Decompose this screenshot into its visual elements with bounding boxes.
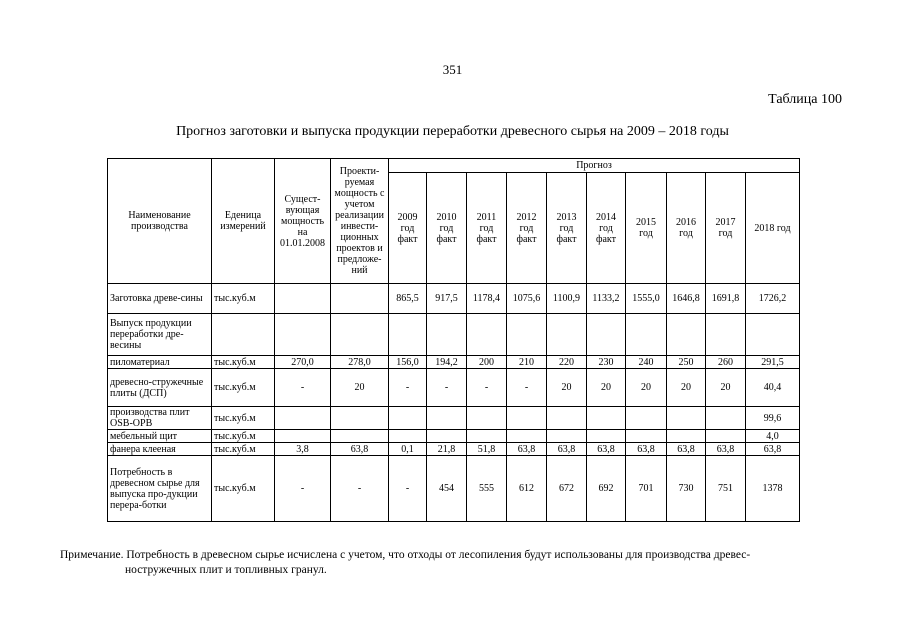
value-cell: 240 [626, 356, 667, 369]
value-cell [507, 430, 547, 443]
unit-cell: тыс.куб.м [212, 356, 275, 369]
header-year: 2013 год факт [547, 173, 587, 284]
value-cell: 917,5 [427, 284, 467, 314]
value-cell: 270,0 [275, 356, 331, 369]
value-cell: 260 [706, 356, 746, 369]
value-cell: 20 [626, 369, 667, 407]
value-cell: 1726,2 [746, 284, 800, 314]
value-cell: 230 [587, 356, 626, 369]
value-cell [427, 314, 467, 356]
unit-cell: тыс.куб.м [212, 443, 275, 456]
value-cell: 63,8 [706, 443, 746, 456]
value-cell [389, 430, 427, 443]
value-cell [275, 430, 331, 443]
value-cell [331, 407, 389, 430]
value-cell [706, 430, 746, 443]
table-row [108, 443, 800, 456]
unit-cell [212, 314, 275, 356]
value-cell [389, 314, 427, 356]
value-cell: 701 [626, 456, 667, 522]
value-cell: 63,8 [587, 443, 626, 456]
value-cell [467, 407, 507, 430]
table-body [108, 284, 800, 522]
value-cell: 865,5 [389, 284, 427, 314]
value-cell: 1100,9 [547, 284, 587, 314]
value-cell: 751 [706, 456, 746, 522]
row-name-cell: Заготовка древе-сины [108, 284, 212, 314]
value-cell: 51,8 [467, 443, 507, 456]
row-name-cell: Потребность в древесном сырье для выпуска про-дукции перера-ботки [108, 456, 212, 522]
value-cell [587, 407, 626, 430]
value-cell: 40,4 [746, 369, 800, 407]
value-cell: 1691,8 [706, 284, 746, 314]
value-cell [706, 314, 746, 356]
value-cell: 20 [587, 369, 626, 407]
value-cell: 63,8 [547, 443, 587, 456]
value-cell [547, 314, 587, 356]
value-cell: 63,8 [507, 443, 547, 456]
header-existing: Сущест-вующая мощность на 01.01.2008 [275, 159, 331, 284]
value-cell [427, 407, 467, 430]
value-cell: 555 [467, 456, 507, 522]
value-cell: 220 [547, 356, 587, 369]
forecast-table [107, 158, 800, 522]
unit-cell: тыс.куб.м [212, 456, 275, 522]
value-cell: 1378 [746, 456, 800, 522]
value-cell: 20 [667, 369, 706, 407]
unit-cell: тыс.куб.м [212, 430, 275, 443]
value-cell [587, 430, 626, 443]
header-year: 2018 год [746, 173, 800, 284]
value-cell: 1555,0 [626, 284, 667, 314]
value-cell: 4,0 [746, 430, 800, 443]
value-cell [746, 314, 800, 356]
header-year: 2017 год [706, 173, 746, 284]
header-forecast: Прогноз [389, 159, 800, 173]
value-cell: 3,8 [275, 443, 331, 456]
value-cell: - [427, 369, 467, 407]
value-cell [587, 314, 626, 356]
value-cell: 63,8 [667, 443, 706, 456]
footnote-line: ностружечных плит и топливных гранул. [125, 564, 327, 576]
unit-cell: тыс.куб.м [212, 407, 275, 430]
value-cell [667, 314, 706, 356]
value-cell: 20 [547, 369, 587, 407]
value-cell: 63,8 [746, 443, 800, 456]
row-name-cell: фанера клееная [108, 443, 212, 456]
header-year: 2009 год факт [389, 173, 427, 284]
table-row [108, 284, 800, 314]
row-name-cell: производства плит OSB-OPB [108, 407, 212, 430]
page-number: 351 [442, 62, 463, 77]
value-cell [331, 314, 389, 356]
table-row [108, 369, 800, 407]
value-cell: - [467, 369, 507, 407]
value-cell [275, 407, 331, 430]
table-label: Таблица 100 [768, 92, 842, 107]
value-cell: - [275, 369, 331, 407]
value-cell: 250 [667, 356, 706, 369]
value-cell [626, 407, 667, 430]
value-cell [467, 314, 507, 356]
value-cell [626, 430, 667, 443]
row-name-cell: мебельный щит [108, 430, 212, 443]
value-cell: 63,8 [331, 443, 389, 456]
value-cell: 20 [706, 369, 746, 407]
header-unit: Еденица измерений [212, 159, 275, 284]
value-cell [706, 407, 746, 430]
value-cell [547, 430, 587, 443]
value-cell: 63,8 [626, 443, 667, 456]
header-name: Наименование производства [108, 159, 212, 284]
value-cell: - [389, 456, 427, 522]
value-cell: 454 [427, 456, 467, 522]
value-cell: 0,1 [389, 443, 427, 456]
footnote-line: Примечание. Потребность в древесном сырье исчислена с учетом, что отходы от лесопиления будут использованы для производства древес- [60, 549, 751, 561]
row-name-cell: пиломатериал [108, 356, 212, 369]
unit-cell: тыс.куб.м [212, 284, 275, 314]
value-cell [389, 407, 427, 430]
value-cell [275, 284, 331, 314]
value-cell: 291,5 [746, 356, 800, 369]
value-cell: 1646,8 [667, 284, 706, 314]
value-cell: 200 [467, 356, 507, 369]
header-year: 2011 год факт [467, 173, 507, 284]
value-cell: 1178,4 [467, 284, 507, 314]
header-projected: Проекти-руемая мощность с учетом реализации инвести-ционных проектов и предложе-ний [331, 159, 389, 284]
value-cell: 278,0 [331, 356, 389, 369]
value-cell: 1075,6 [507, 284, 547, 314]
unit-cell: тыс.куб.м [212, 369, 275, 407]
value-cell: 21,8 [427, 443, 467, 456]
table-row [108, 456, 800, 522]
value-cell: 672 [547, 456, 587, 522]
header-year: 2016 год [667, 173, 706, 284]
table-row [108, 356, 800, 369]
table-row [108, 407, 800, 430]
row-name-cell: Выпуск продукции переработки дре-весины [108, 314, 212, 356]
value-cell [275, 314, 331, 356]
value-cell: 194,2 [427, 356, 467, 369]
value-cell: - [507, 369, 547, 407]
header-year: 2015 год [626, 173, 667, 284]
value-cell: - [389, 369, 427, 407]
table-row [108, 430, 800, 443]
value-cell [507, 407, 547, 430]
table-title: Прогноз заготовки и выпуска продукции переработки древесного сырья на 2009 – 2018 годы [176, 124, 729, 139]
value-cell: 99,6 [746, 407, 800, 430]
value-cell: 1133,2 [587, 284, 626, 314]
value-cell: 20 [331, 369, 389, 407]
value-cell [626, 314, 667, 356]
value-cell [507, 314, 547, 356]
value-cell [547, 407, 587, 430]
row-name-cell: древесно-стружечные плиты (ДСП) [108, 369, 212, 407]
footnote [60, 548, 860, 578]
value-cell: 156,0 [389, 356, 427, 369]
table-row [108, 314, 800, 356]
value-cell [667, 430, 706, 443]
header-year: 2010 год факт [427, 173, 467, 284]
value-cell [467, 430, 507, 443]
value-cell: 210 [507, 356, 547, 369]
value-cell [427, 430, 467, 443]
value-cell: - [331, 456, 389, 522]
value-cell: - [275, 456, 331, 522]
value-cell: 612 [507, 456, 547, 522]
header-year: 2012 год факт [507, 173, 547, 284]
header-year: 2014 год факт [587, 173, 626, 284]
value-cell: 692 [587, 456, 626, 522]
value-cell [331, 284, 389, 314]
value-cell: 730 [667, 456, 706, 522]
value-cell [331, 430, 389, 443]
value-cell [667, 407, 706, 430]
